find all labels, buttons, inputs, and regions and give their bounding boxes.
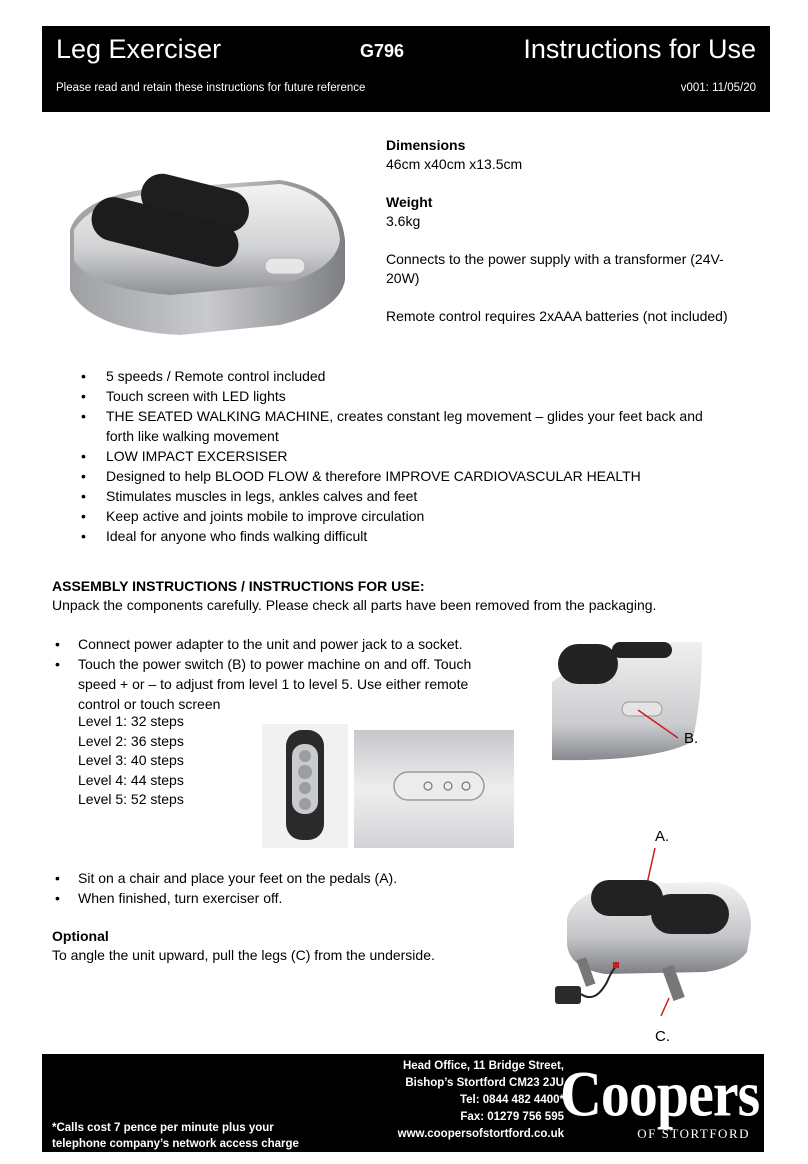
version-date: v001: 11/05/20 bbox=[680, 82, 756, 94]
list-item: • THE SEATED WALKING MACHINE, creates constant leg movement – glides your feet back and forth like walking movement bbox=[78, 406, 706, 446]
coopers-logo bbox=[560, 1057, 760, 1142]
remote-control-image bbox=[262, 724, 348, 848]
assembly-heading: ASSEMBLY INSTRUCTIONS / INSTRUCTIONS FOR USE: bbox=[52, 578, 425, 594]
optional-text: To angle the unit upward, pull the legs (C) from the underside. bbox=[52, 947, 435, 963]
address-line: Head Office, 11 Bridge Street, bbox=[402, 1060, 564, 1072]
dimensions-label: Dimensions bbox=[386, 137, 466, 153]
phone-number: Tel: 0844 482 4400* bbox=[459, 1094, 564, 1106]
footer-banner bbox=[42, 1054, 764, 1152]
address-line: Bishop’s Stortford CM23 2JU bbox=[405, 1077, 564, 1089]
instructions-heading: Instructions for Use bbox=[523, 34, 756, 64]
website: www.coopersofstortford.co.uk bbox=[397, 1128, 564, 1140]
list-item: • Sit on a chair and place your feet on the pedals (A). bbox=[52, 868, 512, 888]
note-line: telephone company’s network access charge bbox=[52, 1138, 299, 1150]
feature-list bbox=[78, 366, 738, 546]
power-info: Connects to the power supply with a transformer (24V-20W) bbox=[386, 251, 724, 286]
list-item: • Touch screen with LED lights bbox=[78, 386, 738, 406]
list-item: • LOW IMPACT EXCERSISER bbox=[78, 446, 738, 466]
callout-b: B. bbox=[684, 730, 699, 747]
list-item: • Keep active and joints mobile to improve circulation bbox=[78, 506, 738, 526]
level-item: Level 1: 32 steps bbox=[78, 713, 184, 729]
assembly-intro: Unpack the components carefully. Please check all parts have been removed from the packaging. bbox=[52, 597, 657, 613]
fax-number: Fax: 01279 756 595 bbox=[460, 1111, 564, 1123]
remote-info: Remote control requires 2xAAA batteries (not included) bbox=[386, 308, 728, 324]
level-item: Level 2: 36 steps bbox=[78, 732, 184, 749]
product-image bbox=[60, 160, 350, 350]
weight-label: Weight bbox=[386, 194, 433, 210]
list-item: • Stimulates muscles in legs, ankles calves and feet bbox=[78, 486, 738, 506]
list-item: • Ideal for anyone who finds walking difficult bbox=[78, 526, 738, 546]
logo-wordmark: Coopers bbox=[560, 1057, 760, 1130]
callout-c: C. bbox=[655, 1028, 670, 1045]
header-banner bbox=[42, 26, 770, 112]
list-item: • When finished, turn exerciser off. bbox=[52, 888, 512, 908]
product-title: Leg Exerciser bbox=[56, 34, 222, 64]
level-item: Level 5: 52 steps bbox=[78, 791, 184, 807]
header-subtitle: Please read and retain these instructions for future reference bbox=[56, 82, 366, 94]
list-item: • Touch the power switch (B) to power machine on and off. Touch speed + or – to adjust from level 1 to level 5. Use either remote control or touch screen bbox=[52, 654, 498, 714]
list-item: • 5 speeds / Remote control included bbox=[78, 366, 738, 386]
power-switch-photo bbox=[552, 642, 712, 768]
usage-steps bbox=[52, 868, 512, 908]
product-legs-photo bbox=[555, 848, 755, 1024]
office-address bbox=[358, 1058, 564, 1143]
level-item: Level 3: 40 steps bbox=[78, 752, 184, 768]
list-item: • Connect power adapter to the unit and power jack to a socket. bbox=[52, 634, 512, 654]
weight-value: 3.6kg bbox=[386, 213, 421, 229]
specifications bbox=[386, 136, 766, 326]
speed-levels bbox=[78, 712, 184, 810]
level-item: Level 4: 44 steps bbox=[78, 771, 184, 788]
assembly-steps bbox=[52, 634, 512, 714]
logo-subtitle: OF STORTFORD bbox=[637, 1126, 750, 1141]
touch-panel-image bbox=[354, 730, 514, 848]
call-charges-note bbox=[52, 1120, 299, 1152]
dimensions-value: 46cm x40cm x13.5cm bbox=[386, 156, 523, 172]
optional-heading: Optional bbox=[52, 928, 109, 944]
list-item: • Designed to help BLOOD FLOW & therefore IMPROVE CARDIOVASCULAR HEALTH bbox=[78, 466, 738, 486]
callout-a: A. bbox=[655, 828, 670, 845]
product-code: G796 bbox=[360, 41, 405, 61]
note-line: *Calls cost 7 pence per minute plus your bbox=[52, 1122, 274, 1134]
